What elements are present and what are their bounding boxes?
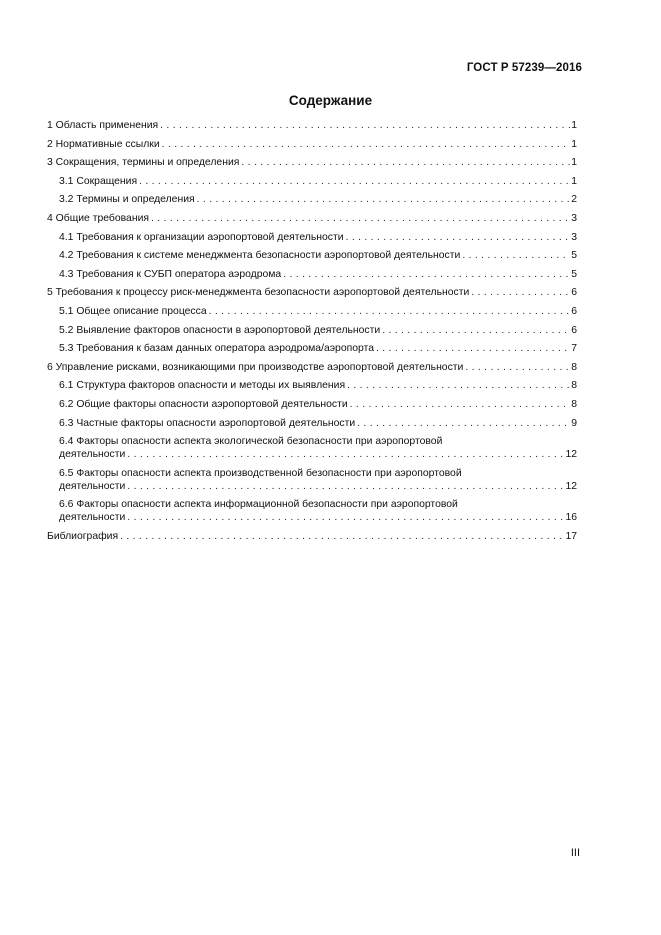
toc-entry[interactable] bbox=[47, 193, 577, 206]
dot-leader bbox=[347, 379, 570, 392]
toc-entry[interactable] bbox=[47, 324, 577, 337]
toc-entry[interactable] bbox=[47, 417, 577, 430]
toc-entry-title: Библиография bbox=[47, 530, 119, 542]
dot-leader bbox=[357, 417, 570, 430]
toc-entry-page: 8 bbox=[571, 380, 577, 392]
dot-leader bbox=[376, 342, 570, 355]
document-code: ГОСТ Р 57239—2016 bbox=[466, 62, 582, 74]
toc-entry-title-cont: деятельности bbox=[59, 449, 126, 461]
toc-entry-page: 2 bbox=[571, 194, 577, 206]
toc-entry-title: 4.2 Требования к системе менеджмента безопасности аэропортовой деятельности bbox=[59, 250, 461, 262]
toc-entry-page: 5 bbox=[571, 268, 577, 280]
toc-entry-title: 6.4 Факторы опасности аспекта экологической безопасности при аэропортовой bbox=[59, 436, 443, 448]
toc-entry-title-cont: деятельности bbox=[59, 480, 126, 492]
toc-entry-page: 17 bbox=[565, 530, 577, 542]
toc-entry[interactable] bbox=[47, 498, 577, 524]
dot-leader bbox=[139, 175, 570, 188]
toc-entry-title: 5.2 Выявление факторов опасности в аэропортовой деятельности bbox=[59, 324, 381, 336]
toc-entry-page: 3 bbox=[571, 231, 577, 243]
toc-entry-title: 5.3 Требования к базам данных оператора аэродрома/аэропорта bbox=[59, 343, 374, 355]
toc-entry[interactable] bbox=[47, 156, 577, 169]
dot-leader bbox=[241, 156, 570, 169]
dot-leader bbox=[120, 530, 564, 543]
toc-entry-title: 6.5 Факторы опасности аспекта производственной безопасности при аэропортовой bbox=[59, 467, 462, 479]
toc-entry-title: 3.2 Термины и определения bbox=[59, 194, 195, 206]
toc-title: Содержание bbox=[288, 93, 373, 108]
toc-entry-title: 6.6 Факторы опасности аспекта информационной безопасности при аэропортовой bbox=[59, 499, 458, 511]
toc-entry[interactable] bbox=[47, 138, 577, 151]
dot-leader bbox=[346, 231, 571, 244]
table-of-contents bbox=[47, 119, 577, 548]
toc-entry[interactable] bbox=[47, 249, 577, 262]
dot-leader bbox=[462, 249, 570, 262]
dot-leader bbox=[127, 480, 564, 493]
toc-entry-page: 12 bbox=[565, 480, 577, 492]
dot-leader bbox=[382, 324, 570, 337]
toc-entry[interactable] bbox=[47, 231, 577, 244]
toc-entry-page: 1 bbox=[571, 175, 577, 187]
toc-entry-title: 5.1 Общее описание процесса bbox=[59, 305, 207, 317]
toc-entry-page: 16 bbox=[565, 512, 577, 524]
toc-entry-page: 8 bbox=[571, 398, 577, 410]
dot-leader bbox=[283, 268, 570, 281]
page-number: III bbox=[570, 847, 580, 859]
toc-entry-title: 6.1 Структура факторов опасности и методы их выявления bbox=[59, 380, 346, 392]
dot-leader bbox=[162, 138, 571, 151]
toc-entry-page: 6 bbox=[571, 287, 577, 299]
dot-leader bbox=[197, 193, 571, 206]
toc-entry-page: 1 bbox=[571, 138, 577, 150]
toc-entry[interactable] bbox=[47, 398, 577, 411]
toc-entry[interactable] bbox=[47, 342, 577, 355]
toc-entry-page: 1 bbox=[571, 157, 577, 169]
toc-entry-title: 3.1 Сокращения bbox=[59, 175, 138, 187]
toc-entry-title: 6.3 Частные факторы опасности аэропортовой деятельности bbox=[59, 417, 356, 429]
dot-leader bbox=[160, 119, 570, 132]
toc-entry-title: 5 Требования к процессу риск-менеджмента безопасности аэропортовой деятельности bbox=[47, 287, 470, 299]
toc-entry-page: 6 bbox=[571, 324, 577, 336]
toc-entry[interactable] bbox=[47, 305, 577, 318]
toc-entry[interactable] bbox=[47, 286, 577, 299]
toc-entry-page: 3 bbox=[571, 212, 577, 224]
toc-entry[interactable] bbox=[47, 268, 577, 281]
toc-entry-title: 4 Общие требования bbox=[47, 212, 149, 224]
dot-leader bbox=[471, 286, 570, 299]
toc-entry-page: 8 bbox=[571, 361, 577, 373]
dot-leader bbox=[209, 305, 571, 318]
toc-entry-page: 12 bbox=[565, 449, 577, 461]
toc-entry-title: 2 Нормативные ссылки bbox=[47, 138, 160, 150]
dot-leader bbox=[151, 212, 570, 225]
dot-leader bbox=[350, 398, 571, 411]
dot-leader bbox=[127, 448, 564, 461]
toc-entry[interactable] bbox=[47, 119, 577, 132]
toc-entry[interactable] bbox=[47, 361, 577, 374]
toc-entry[interactable] bbox=[47, 467, 577, 493]
toc-entry-page: 1 bbox=[571, 120, 577, 131]
toc-entry[interactable] bbox=[47, 530, 577, 543]
toc-entry-title: 4.3 Требования к СУБП оператора аэродрома bbox=[59, 268, 282, 280]
toc-entry-page: 5 bbox=[571, 250, 577, 262]
toc-entry-page: 9 bbox=[571, 417, 577, 429]
dot-leader bbox=[465, 361, 570, 374]
dot-leader bbox=[127, 511, 564, 524]
toc-entry-title: 4.1 Требования к организации аэропортовой деятельности bbox=[59, 231, 344, 243]
toc-entry-title: 6 Управление рисками, возникающими при производстве аэропортовой деятельности bbox=[47, 361, 464, 373]
toc-entry-page: 7 bbox=[571, 343, 577, 355]
toc-entry-page: 6 bbox=[571, 305, 577, 317]
toc-entry[interactable] bbox=[47, 379, 577, 392]
toc-entry[interactable] bbox=[47, 175, 577, 188]
toc-entry-title: 3 Сокращения, термины и определения bbox=[47, 157, 240, 169]
toc-entry-title-cont: деятельности bbox=[59, 512, 126, 524]
toc-entry-title: 6.2 Общие факторы опасности аэропортовой деятельности bbox=[59, 398, 348, 410]
toc-entry-title: 1 Область применения bbox=[47, 120, 159, 131]
toc-entry[interactable] bbox=[47, 212, 577, 225]
toc-entry[interactable] bbox=[47, 435, 577, 461]
